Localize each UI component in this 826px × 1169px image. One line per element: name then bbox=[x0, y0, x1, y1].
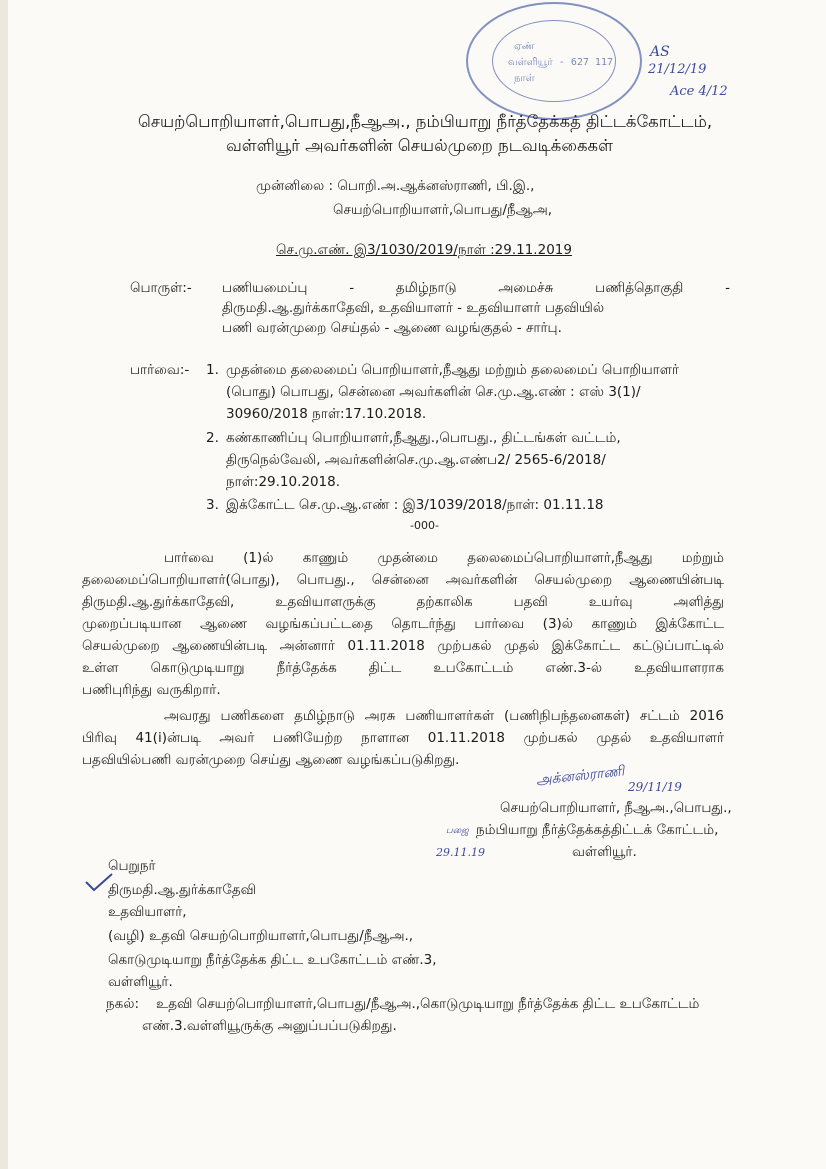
body-para-1-line-7: பணிபுரிந்து வருகிறார். bbox=[82, 682, 221, 698]
body-para-1-line-1: பார்வை (1)ல் காணும் முதன்மை தலைமைப்பொறியாளர்,நீஆது மற்றும் bbox=[164, 550, 724, 566]
reference-1-line-3: 30960/2018 நாள்:17.10.2018. bbox=[226, 406, 427, 422]
copy-line-1: உதவி செயற்பொறியாளர்,பொபது/நீஆஅ.,கொடுமுடியாறு நீர்த்தேக்க திட்ட உபகோட்டம் bbox=[156, 996, 700, 1012]
body-para-1-line-2: தலைமைப்பொறியாளர்(பொது), பொபது., சென்னை அவர்களின் செயல்முறை ஆணையின்படி bbox=[82, 572, 724, 588]
recipient-line-1: திருமதி.ஆ.துர்க்காதேவி bbox=[108, 882, 256, 898]
subject-label: பொருள்:- bbox=[130, 280, 192, 296]
body-para-2-line-3: பதவியில்பணி வரன்முறை செய்து ஆணை வழங்கப்படுகிறது. bbox=[82, 752, 460, 768]
reference-1-line-2: (பொது) பொபது, சென்னை அவர்களின் செ.மு.ஆ.எண் : எஸ் 3(1)/ bbox=[226, 384, 641, 400]
recipient-line-3: (வழி) உதவி செயற்பொறியாளர்,பொபது/நீஆஅ., bbox=[108, 928, 414, 944]
copy-line-2: எண்.3.வள்ளியூருக்கு அனுப்பப்படுகிறது. bbox=[142, 1018, 397, 1034]
scan-edge bbox=[0, 0, 8, 1169]
corner-date: 21/12/19 bbox=[648, 62, 707, 77]
body-para-1-line-5: செயல்முறை ஆணையின்படி அன்னார் 01.11.2018 முற்பகல் முதல் இக்கோட்ட கட்டுப்பாட்டில் bbox=[82, 638, 724, 654]
reference-number: செ.மு.எண். இ3/1030/2019/நாள் :29.11.2019 bbox=[276, 242, 572, 258]
reference-2-line-2: திருநெல்வேலி, அவர்களின்செ.மு.ஆ.எண்ப2/ 2565-6/2018/ bbox=[226, 452, 606, 468]
copy-label: நகல்: bbox=[106, 996, 140, 1012]
initial-note: பஜை bbox=[446, 826, 469, 836]
subject-line-1: பணியமைப்பு - தமிழ்நாடு அமைச்சு பணித்தொகுதி - bbox=[222, 280, 730, 296]
signature-line-2: நம்பியாறு நீர்த்தேக்கத்திட்டக் கோட்டம், bbox=[476, 822, 719, 838]
initial-note-date: 29.11.19 bbox=[436, 846, 485, 859]
stamp-text-3: நாள் bbox=[514, 73, 535, 84]
corner-initial: AS bbox=[650, 44, 670, 60]
stamp-text-2: வள்ளியூர் - 627 117 bbox=[508, 57, 613, 68]
recipient-line-4: கொடுமுடியாறு நீர்த்தேக்க திட்ட உபகோட்டம் எண்.3, bbox=[108, 952, 437, 968]
corner-note: Ace 4/12 bbox=[670, 84, 728, 99]
section-divider: -000- bbox=[410, 519, 439, 532]
body-para-2-line-1: அவரது பணிகளை தமிழ்நாடு அரசு பணியாளர்கள் (பணிநிபந்தனைகள்) சட்டம் 2016 bbox=[164, 708, 724, 724]
reference-1-line-1: முதன்மை தலைமைப் பொறியாளர்,நீஆது மற்றும் தலைமைப் பொறியாளர் bbox=[226, 362, 679, 378]
references-label: பார்வை:- bbox=[130, 362, 190, 378]
reference-2-line-3: நாள்:29.10.2018. bbox=[226, 474, 341, 490]
received-stamp bbox=[466, 2, 642, 120]
body-para-2-line-2: பிரிவு 41(i)ன்படி அவர் பணியேற்ற நாளான 01.11.2018 முற்பகல் முதல் உதவியாளர் bbox=[82, 730, 724, 746]
subject-line-3: பணி வரன்முறை செய்தல் - ஆணை வழங்குதல் - சார்பு. bbox=[222, 320, 562, 336]
recipient-label: பெறுநர் bbox=[108, 858, 156, 874]
title-line-1: செயற்பொறியாளர்,பொபது,நீஆஅ., நம்பியாறு நீர்த்தேக்கத் திட்டக்கோட்டம், bbox=[138, 112, 713, 131]
title-line-2: வள்ளியூர் அவர்களின் செயல்முறை நடவடிக்கைகள் bbox=[226, 136, 613, 155]
recipient-line-2: உதவியாளர், bbox=[108, 904, 187, 920]
body-para-1-line-6: உள்ள கொடுமுடியாறு நீர்த்தேக்க திட்ட உபகோட்டம் எண்.3-ல் உதவியாளராக bbox=[82, 660, 724, 676]
handwritten-signature: அக்னஸ்ராணி bbox=[535, 763, 625, 789]
recipient-line-5: வள்ளியூர். bbox=[108, 974, 173, 990]
body-para-1-line-4: முறைப்படியான ஆணை வழங்கப்பட்டதை தொடர்ந்து பார்வை (3)ல் காணும் இக்கோட்ட bbox=[82, 616, 724, 632]
stamp-text-1: ஏண் bbox=[514, 41, 535, 52]
reference-2-number: 2. bbox=[206, 430, 219, 446]
presence-line-1: முன்னிலை : பொறி.அ.ஆக்னஸ்ராணி, பி.இ., bbox=[256, 178, 535, 194]
signature-line-1: செயற்பொறியாளர், நீஆஅ.,பொபது., bbox=[500, 800, 732, 816]
subject-line-2: திருமதி.ஆ.துர்க்காதேவி, உதவியாளர் - உதவியாளர் பதவியில் bbox=[222, 300, 605, 316]
body-para-1-line-3: திருமதி.ஆ.துர்க்காதேவி, உதவியாளருக்கு தற்காலிக பதவி உயர்வு அளித்து bbox=[82, 594, 724, 610]
reference-1-number: 1. bbox=[206, 362, 219, 378]
reference-2-line-1: கண்காணிப்பு பொறியாளர்,நீஆது.,பொபது., திட்டங்கள் வட்டம், bbox=[226, 430, 621, 446]
signature-date: 29/11/19 bbox=[628, 780, 682, 794]
reference-3-line-1: இக்கோட்ட செ.மு.ஆ.எண் : இ3/1039/2018/நாள்: 01.11.18 bbox=[226, 497, 604, 513]
signature-line-3: வள்ளியூர். bbox=[572, 844, 637, 860]
reference-3-number: 3. bbox=[206, 497, 219, 513]
presence-line-2: செயற்பொறியாளர்,பொபது/நீஆஅ, bbox=[333, 202, 553, 218]
